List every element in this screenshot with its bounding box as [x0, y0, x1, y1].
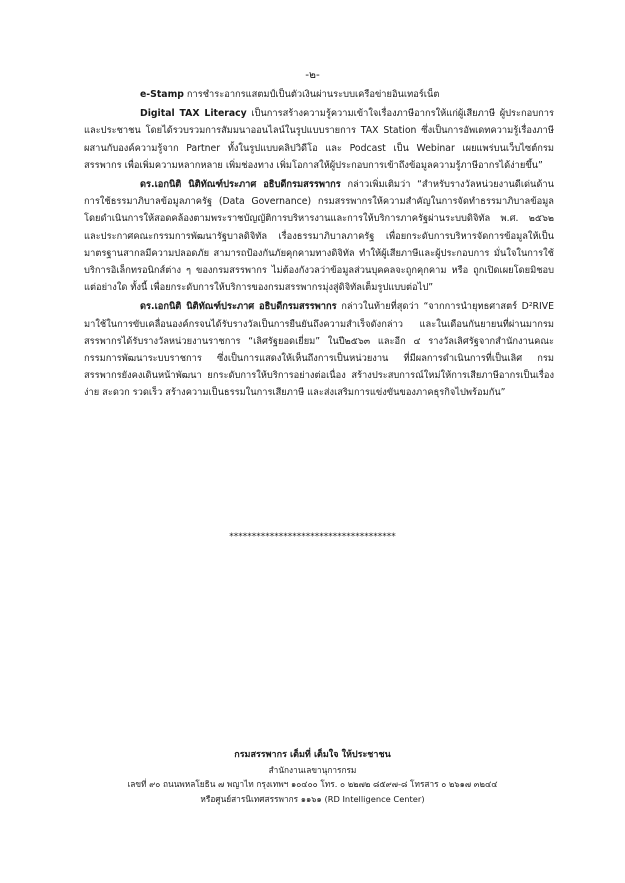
- paragraph-lead: e-Stamp: [140, 89, 184, 100]
- contact-center: หรือศูนย์สารนิเทศสรรพากร ๑๑๖๑ (RD Intelligence Center): [200, 793, 425, 804]
- paragraph-data-governance: [84, 176, 554, 296]
- paragraph-lead: ดร.เอกนิติ นิติทัณฑ์ประภาศ อธิบดีกรมสรรพากร: [140, 179, 341, 191]
- paragraph-text: เป็นการสร้างความรู้ความเข้าใจเรื่องภาษีอากรให้แก่ผู้เสียภาษี ผู้ประกอบการและประชาชน โดยได้รวบรวมการสัมมนาออนไลน์ในรูปแบบรายการ TAX Station ซึ่งเป็นการอัพเดทความรู้เรื่องภาษีผสานกับองค์ความรู้จาก Partner ทั้งในรูปแบบคลิปวิดีโอ และ Podcast เป็น Webinar เผยแพร่บนเว็บไซต์กรมสรรพากร เพื่อเพิ่มความหลากหลาย เพิ่มช่องทาง เพิ่มโอกาสให้ผู้ประกอบการเข้าถึงข้อมูลความรู้ภาษีอากรได้ง่ายขึ้น”: [84, 108, 554, 171]
- office-address: เลขที่ ๙๐ ถนนพหลโยธิน ๗ พญาไท กรุงเทพฯ ๑๐๔๐๐ โทร. ๐ ๒๒๗๒ ๘๕๙๗-๘ โทรสาร ๐ ๒๖๑๗ ๓๒๔๔: [127, 779, 498, 789]
- paragraph-lead: ดร.เอกนิติ นิติทัณฑ์ประภาศ อธิบดีกรมสรรพากร: [140, 301, 337, 313]
- paragraph-text: กล่าวในท้ายที่สุดว่า “จากการนำยุทธศาสตร์ D²RIVE มาใช้ในการขับเคลื่อนองค์กรจนได้รับรางวัลเป็นการยืนยันถึงความสำเร็จดังกล่าว และในเดือนกันยายนที่ผ่านมากรมสรรพากรได้รับรางวัลหน่วยงานราชการ “เลิศรัฐยอดเยี่ยม” ในปี๒๕๖๓ และอีก ๔ รางวัลเลิศรัฐจากสำนักงานคณะกรรมการพัฒนาระบบราชการ ซึ่งเป็นการแสดงให้เห็นถึงการเป็นหน่วยงาน ที่มีผลการดำเนินการที่เป็นเลิศ กรมสรรพากรยังคงเดินหน้าพัฒนา ยกระดับการให้บริการอย่างต่อเนื่อง สร้างประสบการณ์ใหม่ให้การเสียภาษีอากรเป็นเรื่องง่าย สะดวก รวดเร็ว สร้างความเป็นธรรมในการเสียภาษี และส่งเสริมการแข่งขันของภาคธุรกิจไปพร้อมกัน”: [84, 301, 554, 399]
- paragraph-digital-tax-literacy: [84, 105, 554, 174]
- paragraph-estamp: [84, 86, 554, 103]
- paragraph-text: กล่าวเพิ่มเติมว่า “สำหรับรางวัลหน่วยงานดีเด่นด้านการใช้ธรรมาภิบาลข้อมูลภาครัฐ (Data Governance) กรมสรรพากรให้ความสำคัญในการจัดทำธรรมาภิบาลข้อมูล โดยดำเนินการให้สอดคล้องตามพระราชบัญญัติการบริหารงานและการให้บริการภาครัฐผ่านระบบดิจิทัล พ.ศ. ๒๕๖๒ และประกาศคณะกรรมการพัฒนารัฐบาลดิจิทัล เรื่องธรรมาภิบาลภาครัฐ เพื่อยกระดับการบริหารจัดการข้อมูลให้เป็นมาตรฐานสากลมีความปลอดภัย สามารถป้องกันภัยคุกคามทางดิจิทัล ทำให้ผู้เสียภาษีและผู้ประกอบการ มั่นใจในการใช้บริการอิเล็กทรอนิกส์ต่าง ๆ ของกรมสรรพากร ไม่ต้องกังวลว่าข้อมูลส่วนบุคคลจะถูกคุกคาม หรือ ถูกเปิดเผยโดยมิชอบแต่อย่างใด ทั้งนี้ เพื่อยกระดับการให้บริการของกรมสรรพากรมุ่งสู่ดิจิทัลเต็มรูปแบบต่อไป”: [84, 179, 554, 294]
- paragraph-closing-remarks: [84, 298, 554, 401]
- document-footer: [0, 748, 625, 806]
- asterisk-separator: *************************************: [229, 532, 396, 542]
- office-name: สำนักงานเลขานุการกรม: [268, 764, 357, 775]
- department-slogan: กรมสรรพากร เต็มที่ เต็มใจ ให้ประชาชน: [234, 750, 391, 760]
- paragraph-text: การชำระอากรแสตมป์เป็นตัวเงินผ่านระบบเครือข่ายอินเทอร์เน็ต: [183, 89, 440, 100]
- paragraph-lead: Digital TAX Literacy: [140, 108, 247, 120]
- page-number: -๒-: [305, 69, 320, 81]
- press-release-body: [84, 86, 554, 404]
